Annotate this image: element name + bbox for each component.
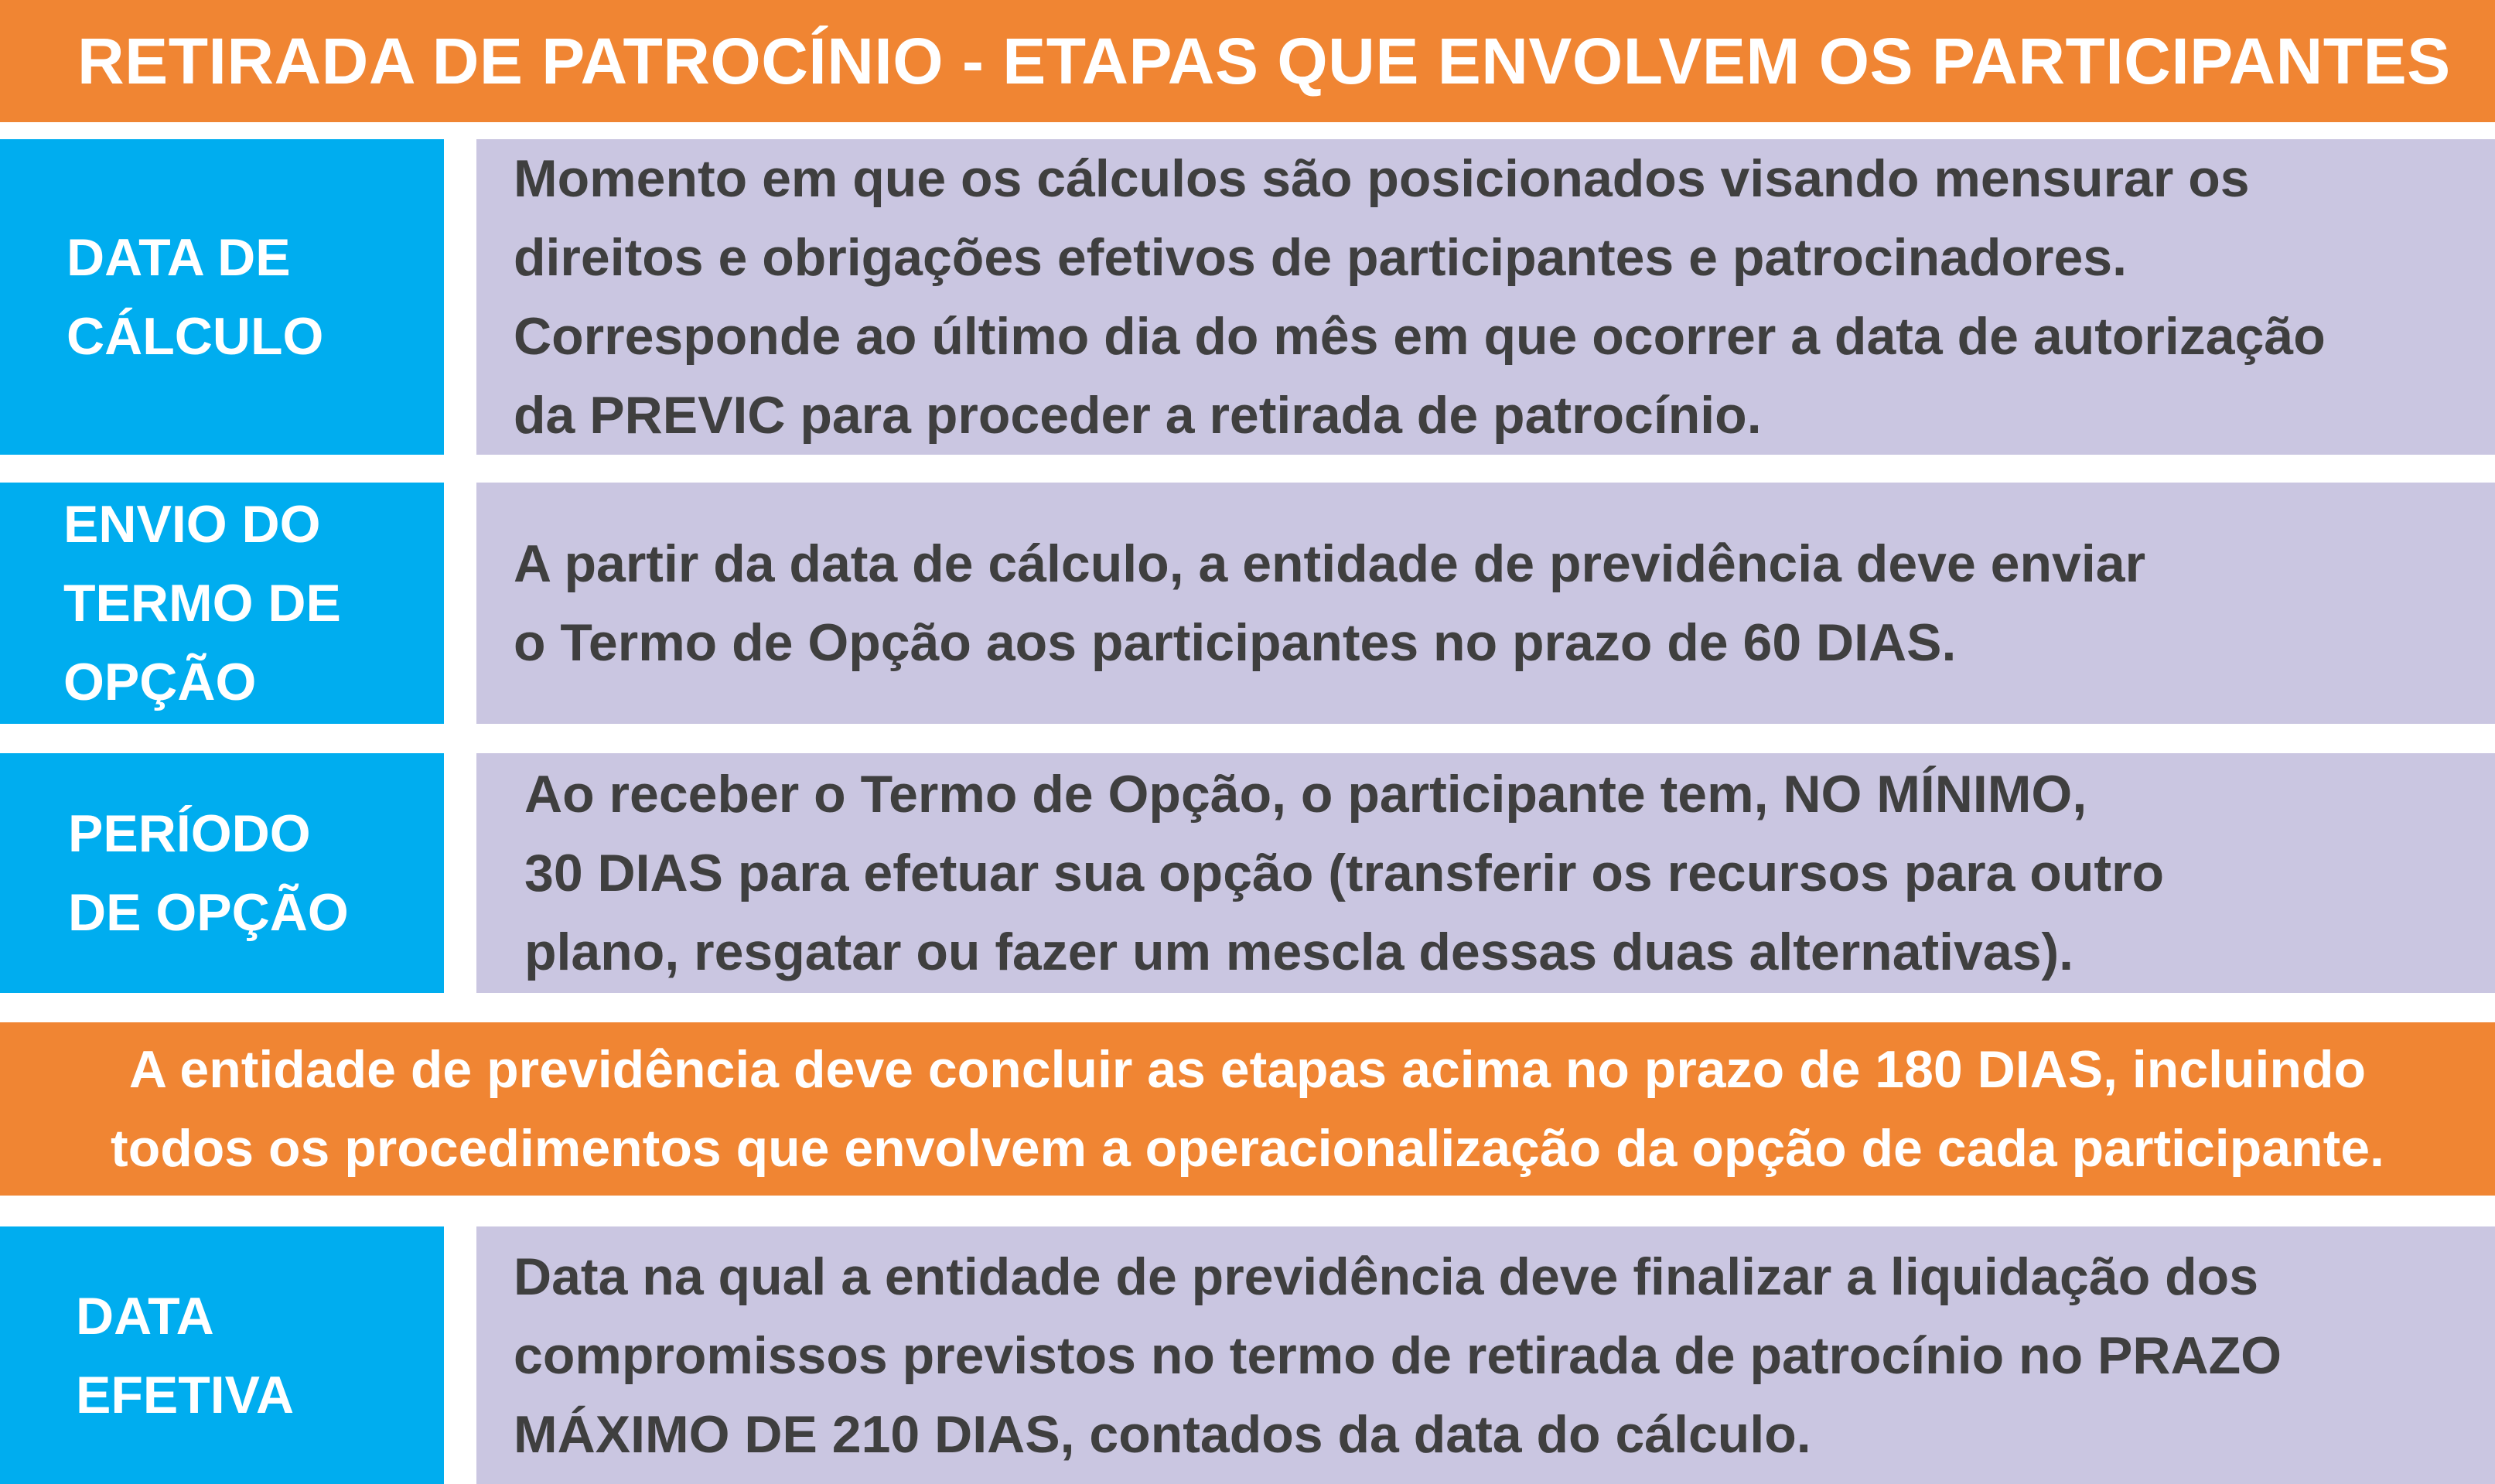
page-title: RETIRADA DE PATROCÍNIO - ETAPAS QUE ENVOLVEM OS PARTICIPANTES [77, 24, 2451, 97]
deadline-note-line: A entidade de previdência deve concluir as etapas acima no prazo de 180 DIAS, incluindo [128, 1040, 2367, 1099]
step-label-line: CÁLCULO [67, 307, 324, 366]
step-label-box-data-de-calculo [0, 139, 444, 455]
deadline-note-banner [0, 1022, 2495, 1196]
step-description-line: direitos e obrigações efetivos de participantes e patrocinadores. [514, 228, 2127, 287]
step-label-box-periodo-de-opcao [0, 753, 444, 993]
step-label-line: DATA DE [67, 228, 291, 287]
step-label-box-data-efetiva [0, 1226, 444, 1484]
step-description-box-data-de-calculo [476, 139, 2495, 455]
step-description-line: Corresponde ao último dia do mês em que ocorrer a data de autorização [514, 307, 2326, 366]
step-label-line: DE OPÇÃO [68, 883, 349, 942]
deadline-note-line: todos os procedimentos que envolvem a operacionalização da opção de cada participante. [111, 1119, 2384, 1178]
step-label-line: ENVIO DO [63, 495, 321, 554]
step-label-line: PERÍODO [68, 804, 311, 863]
step-label-box-envio-do-termo [0, 483, 444, 724]
step-description-line: compromissos previstos no termo de retirada de patrocínio no PRAZO [514, 1325, 2282, 1385]
step-description-line: MÁXIMO DE 210 DIAS, contados da data do cálculo. [514, 1404, 1811, 1464]
step-label-line: EFETIVA [76, 1365, 295, 1424]
step-label-line: TERMO DE [63, 574, 341, 633]
step-description-line: o Termo de Opção aos participantes no prazo de 60 DIAS. [514, 613, 1957, 672]
step-description-line: plano, resgatar ou fazer um mescla dessas duas alternativas). [524, 923, 2074, 981]
step-description-line: Data na qual a entidade de previdência deve finalizar a liquidação dos [514, 1247, 2259, 1306]
step-label-line: OPÇÃO [63, 653, 257, 711]
step-description-line: Ao receber o Termo de Opção, o participante tem, NO MÍNIMO, [524, 765, 2087, 824]
step-description-line: A partir da data de cálculo, a entidade de previdência deve enviar [514, 534, 2146, 593]
step-description-box-periodo-de-opcao [476, 753, 2495, 993]
step-label-line: DATA [76, 1286, 214, 1346]
step-description-line: 30 DIAS para efetuar sua opção (transferir os recursos para outro [524, 844, 2165, 902]
step-description-box-envio-do-termo [476, 483, 2495, 724]
step-description-line: da PREVIC para proceder a retirada de patrocínio. [514, 386, 1762, 445]
step-description-box-data-efetiva [476, 1226, 2495, 1484]
title-banner [0, 0, 2495, 122]
step-description-line: Momento em que os cálculos são posicionados visando mensurar os [514, 149, 2250, 208]
